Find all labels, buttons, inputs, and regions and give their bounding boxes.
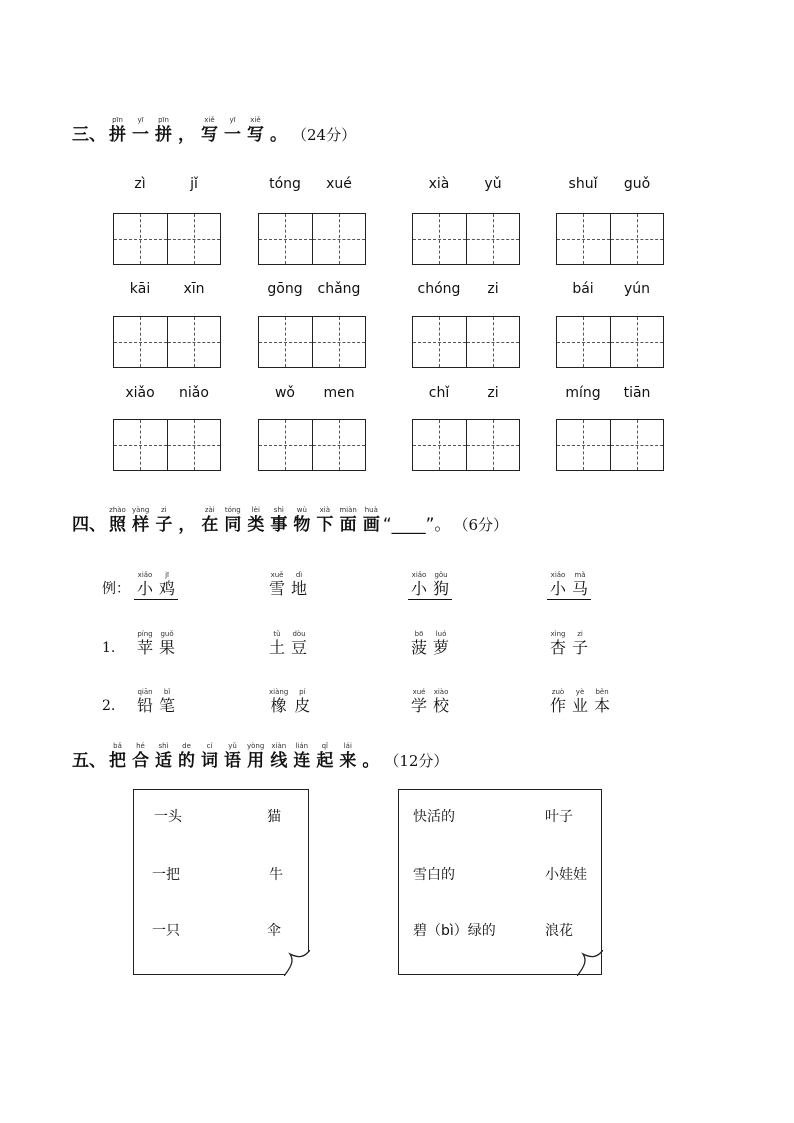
section4-header — [72, 506, 508, 546]
pinyin-word: shuǐ — [568, 176, 598, 192]
row-label: 2. — [102, 698, 116, 714]
hanzi: 来 — [339, 751, 357, 771]
match-right-2[interactable]: 牛 — [269, 867, 283, 883]
pinyin-annotation: mǎ — [574, 571, 586, 579]
word-char — [572, 630, 588, 658]
word-char — [411, 688, 427, 716]
word-char — [291, 630, 307, 658]
title-char — [109, 506, 126, 536]
title-char — [362, 742, 379, 772]
pinyin-annotation: yǔ — [228, 742, 237, 750]
hanzi: 萝 — [433, 638, 450, 657]
word-char — [137, 630, 153, 658]
tian-zi-ge-box[interactable] — [556, 419, 664, 471]
writing-cell[interactable] — [611, 214, 664, 264]
title-char — [293, 742, 310, 772]
title-char — [178, 506, 195, 536]
writing-cell[interactable] — [313, 317, 366, 367]
hanzi: 合 — [132, 751, 149, 771]
word-item[interactable] — [266, 571, 310, 599]
title-char — [201, 506, 218, 536]
match-left-3[interactable]: 一只 — [152, 923, 180, 939]
row-label: 例： — [102, 581, 130, 597]
hanzi: 词 — [201, 751, 218, 771]
pinyin-annotation: tóng — [224, 506, 241, 514]
pinyin-annotation: luó — [435, 630, 447, 638]
writing-cell[interactable] — [168, 317, 221, 367]
match-left-3[interactable]: 碧（bì）绿的 — [413, 923, 496, 939]
pinyin-annotation: gǒu — [434, 571, 448, 579]
pinyin-word: men — [323, 385, 355, 401]
tian-zi-ge-box[interactable] — [113, 213, 221, 265]
matching-card-2 — [398, 789, 602, 975]
writing-cell[interactable] — [313, 420, 366, 470]
title-char — [270, 116, 287, 146]
writing-cell[interactable] — [259, 420, 313, 470]
word-char — [594, 688, 610, 716]
title-char — [363, 506, 380, 536]
pinyin-word: míng — [565, 385, 601, 401]
pinyin-annotation: xiǎo — [411, 571, 427, 579]
pinyin-annotation: xuě — [270, 571, 284, 579]
pinyin-annotation: bō — [414, 630, 424, 638]
word-char — [572, 688, 588, 716]
pinyin-annotation: qiān — [137, 688, 153, 696]
pinyin-annotation: tǔ — [273, 630, 281, 638]
writing-cell[interactable] — [168, 420, 221, 470]
pinyin-annotation: yòng — [247, 742, 265, 750]
pinyin-annotation: zuò — [551, 688, 565, 696]
pinyin-annotation: bǎ — [113, 742, 122, 750]
writing-cell[interactable] — [114, 420, 168, 470]
tian-zi-ge-box[interactable] — [258, 316, 366, 368]
word-item[interactable] — [134, 630, 178, 658]
pinyin-annotation: xué — [412, 688, 426, 696]
hanzi: 鸡 — [159, 579, 176, 598]
pinyin-word: jǐ — [190, 176, 198, 192]
title-char — [247, 742, 264, 772]
pinyin-annotation: pí — [299, 688, 306, 696]
word-item[interactable] — [408, 630, 452, 658]
pinyin-annotation: lèi — [251, 506, 260, 514]
pinyin-annotation: zi — [577, 630, 583, 638]
hanzi: 语 — [224, 751, 241, 771]
hanzi: 写 — [247, 125, 264, 145]
hanzi: 子 — [572, 638, 589, 657]
hanzi: 物 — [293, 515, 311, 535]
hanzi: 线 — [270, 751, 288, 771]
pinyin-word: chǐ — [428, 385, 450, 401]
writing-cell[interactable] — [413, 317, 467, 367]
pinyin-word: xiǎo — [125, 385, 155, 401]
hanzi: ， — [178, 515, 196, 535]
tian-zi-ge-box[interactable] — [113, 316, 221, 368]
hanzi: 杏 — [550, 638, 567, 657]
hanzi: 皮 — [294, 696, 311, 715]
title-char — [247, 506, 264, 536]
hanzi: 写 — [201, 125, 218, 145]
match-left-2[interactable]: 雪白的 — [413, 867, 455, 883]
writing-cell[interactable] — [413, 214, 467, 264]
title-char — [270, 506, 287, 536]
hanzi: 菠 — [411, 638, 428, 657]
title-char — [155, 742, 172, 772]
word-char — [137, 571, 153, 599]
section5-header — [72, 742, 448, 782]
hanzi: 拼 — [109, 125, 126, 145]
section-number: 四、 — [72, 515, 106, 535]
hanzi: 豆 — [291, 638, 308, 657]
title-char — [178, 116, 195, 146]
word-char — [269, 688, 288, 716]
pinyin-annotation: jī — [165, 571, 169, 579]
hanzi: 雪 — [269, 579, 286, 598]
pinyin-annotation: xiào — [433, 688, 449, 696]
title-char — [316, 506, 333, 536]
pinyin-word: bái — [572, 281, 594, 297]
pinyin-annotation: xiě — [250, 116, 261, 124]
pinyin-annotation: xiě — [204, 116, 215, 124]
pinyin-annotation: yè — [575, 688, 585, 696]
pinyin-word: xué — [326, 176, 352, 192]
pinyin-word: yún — [623, 281, 651, 297]
writing-cell[interactable] — [313, 214, 366, 264]
tian-zi-ge-box[interactable] — [556, 213, 664, 265]
hanzi: 适 — [155, 751, 172, 771]
tian-zi-ge-box[interactable] — [412, 419, 520, 471]
pinyin-word: kāi — [129, 281, 151, 297]
word-item[interactable] — [408, 571, 452, 600]
word-item[interactable] — [266, 630, 310, 658]
section3-header — [72, 116, 356, 156]
pinyin-annotation: xìng — [550, 630, 566, 638]
title-char — [155, 116, 172, 146]
pinyin-word: niǎo — [179, 385, 209, 401]
writing-cell[interactable] — [114, 214, 168, 264]
pinyin-word: xià — [428, 176, 450, 192]
title-char — [270, 742, 287, 772]
pinyin-word: zì — [134, 176, 146, 192]
hanzi: 铅 — [137, 696, 154, 715]
tian-zi-ge-box[interactable] — [412, 316, 520, 368]
writing-cell[interactable] — [168, 214, 221, 264]
pinyin-word: yǔ — [484, 176, 502, 192]
hanzi: 小 — [550, 579, 567, 598]
hanzi: ， — [178, 125, 195, 145]
hanzi: 画 — [362, 515, 380, 535]
title-char — [201, 742, 218, 772]
pinyin-annotation: huà — [364, 506, 378, 514]
pinyin-annotation: de — [182, 742, 191, 750]
hanzi: 照 — [109, 515, 126, 535]
pinyin-annotation: miàn — [339, 506, 357, 514]
pinyin-annotation: hé — [136, 742, 145, 750]
page-curl-icon — [577, 950, 603, 976]
hanzi: 作 — [550, 696, 567, 715]
pinyin-word: xīn — [183, 281, 205, 297]
pinyin-word: tiān — [623, 385, 651, 401]
hanzi: 把 — [109, 751, 126, 771]
pinyin-annotation: běn — [595, 688, 609, 696]
hanzi: 橡 — [270, 696, 287, 715]
pinyin-annotation: píng — [137, 630, 153, 638]
title-char — [339, 742, 356, 772]
pinyin-annotation: xiǎo — [137, 571, 153, 579]
score-label: （12分） — [384, 752, 449, 770]
word-char — [550, 630, 566, 658]
pinyin-annotation: xiàng — [269, 688, 289, 696]
word-char — [411, 571, 427, 599]
section-number: 三、 — [72, 125, 106, 145]
title-char — [224, 742, 241, 772]
title-char — [247, 116, 264, 146]
word-char — [433, 571, 449, 599]
hanzi: 面 — [339, 515, 357, 535]
hanzi: 土 — [269, 638, 286, 657]
title-char — [132, 116, 149, 146]
word-char — [572, 571, 588, 599]
hanzi: 拼 — [155, 125, 172, 145]
word-char — [291, 571, 307, 599]
writing-cell[interactable] — [611, 420, 664, 470]
word-char — [159, 571, 175, 599]
writing-cell[interactable] — [557, 317, 611, 367]
hanzi: 用 — [247, 751, 265, 771]
title-char — [316, 742, 333, 772]
pinyin-annotation: dòu — [292, 630, 306, 638]
pinyin-annotation: yī — [137, 116, 144, 124]
pinyin-annotation: yī — [229, 116, 236, 124]
word-char — [137, 688, 153, 716]
writing-cell[interactable] — [259, 214, 313, 264]
pinyin-annotation: xiǎo — [550, 571, 566, 579]
pinyin-annotation: shì — [158, 742, 169, 750]
title-char — [178, 742, 195, 772]
pinyin-word: wǒ — [274, 385, 295, 401]
pinyin-annotation: zài — [204, 506, 215, 514]
pinyin-word: guǒ — [623, 176, 651, 192]
hanzi: 下 — [316, 515, 334, 535]
pinyin-annotation: pīn — [112, 116, 123, 124]
title-char — [201, 116, 218, 146]
writing-cell[interactable] — [557, 420, 611, 470]
hanzi: 果 — [159, 638, 176, 657]
score-label: （24分） — [292, 126, 357, 144]
title-char — [132, 506, 149, 536]
word-item[interactable] — [134, 688, 178, 716]
title-char — [339, 506, 357, 536]
writing-cell[interactable] — [467, 214, 520, 264]
word-char — [433, 688, 449, 716]
hanzi: 狗 — [433, 579, 450, 598]
match-right-3[interactable]: 浪花 — [545, 923, 573, 939]
writing-cell[interactable] — [557, 214, 611, 264]
word-char — [433, 630, 449, 658]
pinyin-annotation: shì — [273, 506, 284, 514]
hanzi: 起 — [316, 751, 334, 771]
pinyin-annotation: wù — [296, 506, 307, 514]
tian-zi-ge-box[interactable] — [258, 213, 366, 265]
word-char — [159, 630, 175, 658]
matching-card-1 — [133, 789, 309, 975]
pinyin-annotation: zi — [161, 506, 167, 514]
word-char — [159, 688, 175, 716]
pinyin-annotation: bǐ — [163, 688, 171, 696]
hanzi: 一 — [132, 125, 149, 145]
word-char — [411, 630, 427, 658]
row-label: 1. — [102, 640, 116, 656]
hanzi: 小 — [137, 579, 154, 598]
hanzi: 地 — [291, 579, 308, 598]
word-char — [269, 630, 285, 658]
hanzi: 学 — [411, 696, 428, 715]
pinyin-annotation: cí — [206, 742, 213, 750]
tian-zi-ge-box[interactable] — [258, 419, 366, 471]
title-char — [155, 506, 172, 536]
hanzi: 苹 — [137, 638, 154, 657]
title-tail: “____”。 — [382, 515, 452, 535]
writing-cell[interactable] — [467, 420, 520, 470]
title-char — [293, 506, 310, 536]
pinyin-word: zi — [487, 385, 499, 401]
tian-zi-ge-box[interactable] — [412, 213, 520, 265]
pinyin-annotation: yàng — [132, 506, 150, 514]
match-right-3[interactable]: 伞 — [267, 923, 281, 939]
hanzi: 样 — [132, 515, 150, 535]
word-char — [269, 571, 285, 599]
hanzi: 。 — [270, 125, 287, 145]
tian-zi-ge-box[interactable] — [113, 419, 221, 471]
writing-cell[interactable] — [467, 317, 520, 367]
match-left-2[interactable]: 一把 — [152, 867, 180, 883]
pinyin-word: chóng — [417, 281, 461, 297]
writing-cell[interactable] — [413, 420, 467, 470]
hanzi: 事 — [270, 515, 288, 535]
pinyin-annotation: xiàn — [271, 742, 287, 750]
match-right-1[interactable]: 猫 — [267, 809, 281, 825]
word-item[interactable] — [266, 688, 313, 716]
word-item[interactable] — [547, 688, 613, 716]
title-char — [224, 506, 241, 536]
word-char — [550, 688, 566, 716]
hanzi: 类 — [247, 515, 265, 535]
page-curl-icon — [284, 950, 310, 976]
word-item[interactable] — [547, 630, 591, 658]
hanzi: 的 — [178, 751, 195, 771]
pinyin-annotation: qǐ — [321, 742, 328, 750]
hanzi: 笔 — [159, 696, 176, 715]
hanzi: 一 — [224, 125, 241, 145]
section-number: 五、 — [72, 751, 106, 771]
hanzi: 马 — [572, 579, 589, 598]
title-char — [224, 116, 241, 146]
pinyin-annotation: lái — [343, 742, 352, 750]
hanzi: 校 — [433, 696, 450, 715]
match-right-1[interactable]: 叶子 — [545, 809, 573, 825]
writing-cell[interactable] — [114, 317, 168, 367]
word-item[interactable] — [547, 571, 591, 600]
pinyin-annotation: dì — [295, 571, 303, 579]
word-item[interactable] — [408, 688, 452, 716]
hanzi: 小 — [411, 579, 428, 598]
hanzi: 业 — [572, 696, 589, 715]
pinyin-word: tóng — [269, 176, 301, 192]
writing-cell[interactable] — [259, 317, 313, 367]
match-left-1[interactable]: 快活的 — [413, 809, 455, 825]
pinyin-annotation: guǒ — [160, 630, 174, 638]
hanzi: 本 — [594, 696, 611, 715]
pinyin-annotation: xià — [319, 506, 330, 514]
hanzi: 子 — [155, 515, 173, 535]
title-char — [109, 742, 126, 772]
pinyin-annotation: zhào — [109, 506, 126, 514]
hanzi: 。 — [362, 751, 380, 771]
pinyin-word: chǎng — [317, 281, 361, 297]
pinyin-annotation: pīn — [158, 116, 169, 124]
match-left-1[interactable]: 一头 — [154, 809, 182, 825]
pinyin-word: zi — [487, 281, 499, 297]
hanzi: 同 — [224, 515, 242, 535]
score-label: （6分） — [453, 516, 508, 534]
tian-zi-ge-box[interactable] — [556, 316, 664, 368]
word-item[interactable] — [134, 571, 178, 600]
title-char — [109, 116, 126, 146]
hanzi: 连 — [293, 751, 311, 771]
match-right-2[interactable]: 小娃娃 — [545, 867, 587, 883]
hanzi: 在 — [201, 515, 219, 535]
title-char — [132, 742, 149, 772]
pinyin-word: gōng — [267, 281, 303, 297]
word-char — [294, 688, 310, 716]
pinyin-annotation: lián — [295, 742, 309, 750]
word-char — [550, 571, 566, 599]
writing-cell[interactable] — [611, 317, 664, 367]
